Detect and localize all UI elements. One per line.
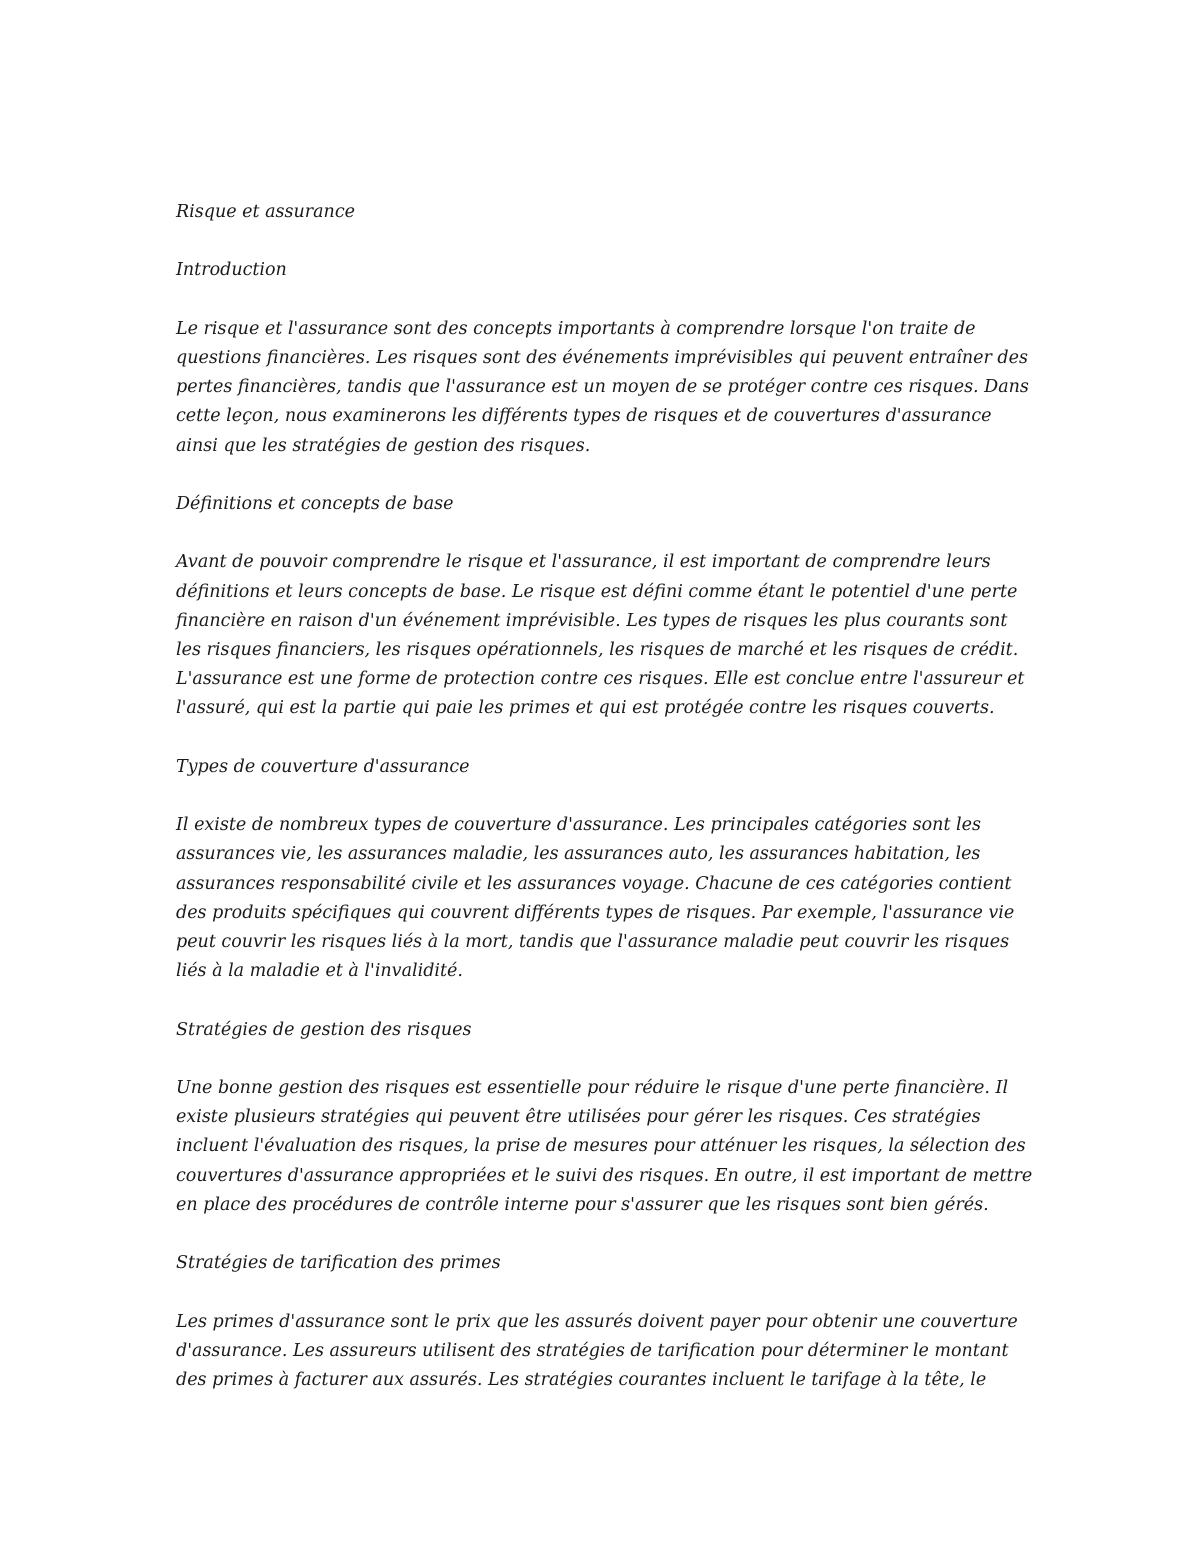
- section-paragraph-definitions: Avant de pouvoir comprendre le risque et l'assurance, il est important de comprendre leurs définitions et leurs concepts de base. Le risque est défini comme étant le potentiel d'une perte financière en raison d'un événement imprévisible. Les types de risques les plus courants sont les risques financiers, les risques opérationnels, les risques de marché et les risques de crédit. L'assurance est une forme de protection contre ces risques. Elle est conclue entre l'assureur et l'assuré, qui est la partie qui paie les primes et qui est protégée contre les risques couverts.: [176, 552, 1025, 719]
- section-heading-risk-management: Stratégies de gestion des risques: [176, 1019, 472, 1040]
- section-paragraph-risk-management: Une bonne gestion des risques est essentielle pour réduire le risque d'une perte financière. Il existe plusieurs stratégies qui peuvent être utilisées pour gérer les risques. Ces stratégies incluent l'évaluation des risques, la prise de mesures pour atténuer les risques, la sélection des couvertures d'assurance appropriées et le suivi des risques. En outre, il est important de mettre en place des procédures de contrôle interne pour s'assurer que les risques sont bien gérés.: [176, 1077, 1033, 1215]
- section-heading-introduction: Introduction: [176, 260, 287, 281]
- section-heading-premium-pricing: Stratégies de tarification des primes: [176, 1253, 501, 1274]
- section-paragraph-coverage-types: Il existe de nombreux types de couverture d'assurance. Les principales catégories sont les assurances vie, les assurances maladie, les assurances auto, les assurances habitation, les assurances responsabilité civile et les assurances voyage. Chacune de ces catégories contient des produits spécifiques qui couvrent différents types de risques. Par exemple, l'assurance vie peut couvrir les risques liés à la mort, tandis que l'assurance maladie peut couvrir les risques liés à la maladie et à l'invalidité.: [176, 815, 1015, 982]
- document-body: [176, 198, 1036, 1424]
- section-paragraph-premium-pricing: Les primes d'assurance sont le prix que les assurés doivent payer pour obtenir une couverture d'assurance. Les assureurs utilisent des stratégies de tarification pour déterminer le montant des primes à facturer aux assurés. Les stratégies courantes incluent le tarifage à la tête, le: [176, 1311, 1018, 1390]
- section-heading-coverage-types: Types de couverture d'assurance: [176, 756, 470, 777]
- document-title: Risque et assurance: [176, 202, 355, 222]
- section-heading-definitions: Définitions et concepts de base: [176, 493, 454, 514]
- section-paragraph-introduction: Le risque et l'assurance sont des concepts importants à comprendre lorsque l'on traite de questions financières. Les risques sont des événements imprévisibles qui peuvent entraîner des pertes financières, tandis que l'assurance est un moyen de se protéger contre ces risques. Dans cette leçon, nous examinerons les différents types de risques et de couvertures d'assurance ainsi que les stratégies de gestion des risques.: [176, 318, 1029, 456]
